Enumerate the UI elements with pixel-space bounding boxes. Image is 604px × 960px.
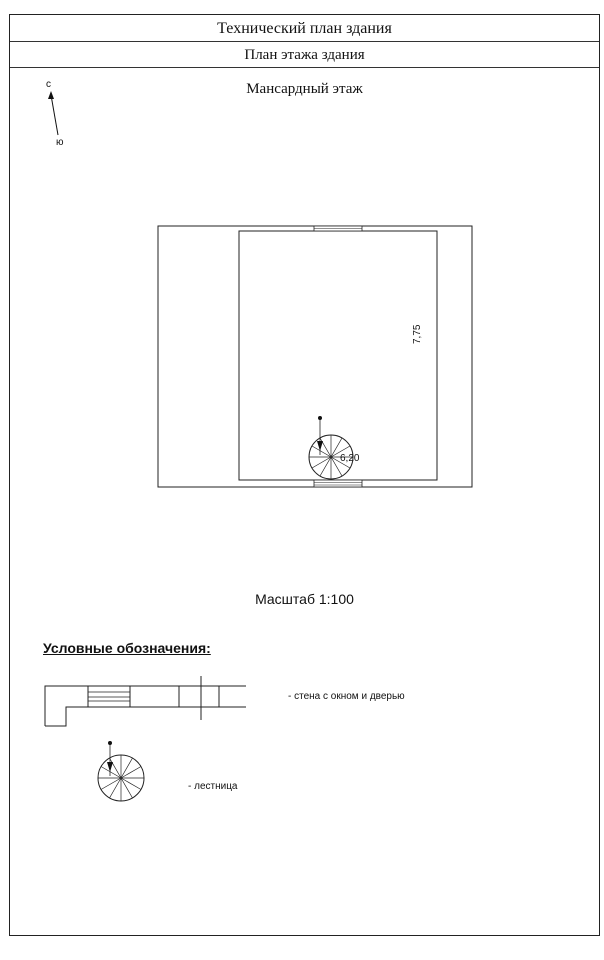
dimension-width: 6,20 [340, 453, 360, 464]
room-outline [239, 231, 437, 480]
dimension-height: 7,75 [412, 324, 423, 344]
bottom-window-icon [314, 480, 362, 487]
spiral-stairs-icon [309, 416, 353, 479]
legend-stairs-label: - лестница [188, 781, 238, 792]
legend-stairs-icon [98, 741, 144, 801]
top-window-icon [314, 226, 362, 231]
document-title: Технический план здания [10, 17, 599, 42]
document-subtitle: План этажа здания [10, 43, 599, 68]
compass-north-label: с [46, 79, 51, 90]
floor-title: Мансардный этаж [246, 81, 363, 97]
scale-label: Масштаб 1:100 [255, 591, 354, 607]
legend-wall-label: - стена с окном и дверью [288, 691, 405, 702]
legend-title: Условные обозначения: [43, 640, 211, 656]
legend-wall-icon [45, 676, 246, 726]
compass-south-label: ю [56, 137, 64, 148]
